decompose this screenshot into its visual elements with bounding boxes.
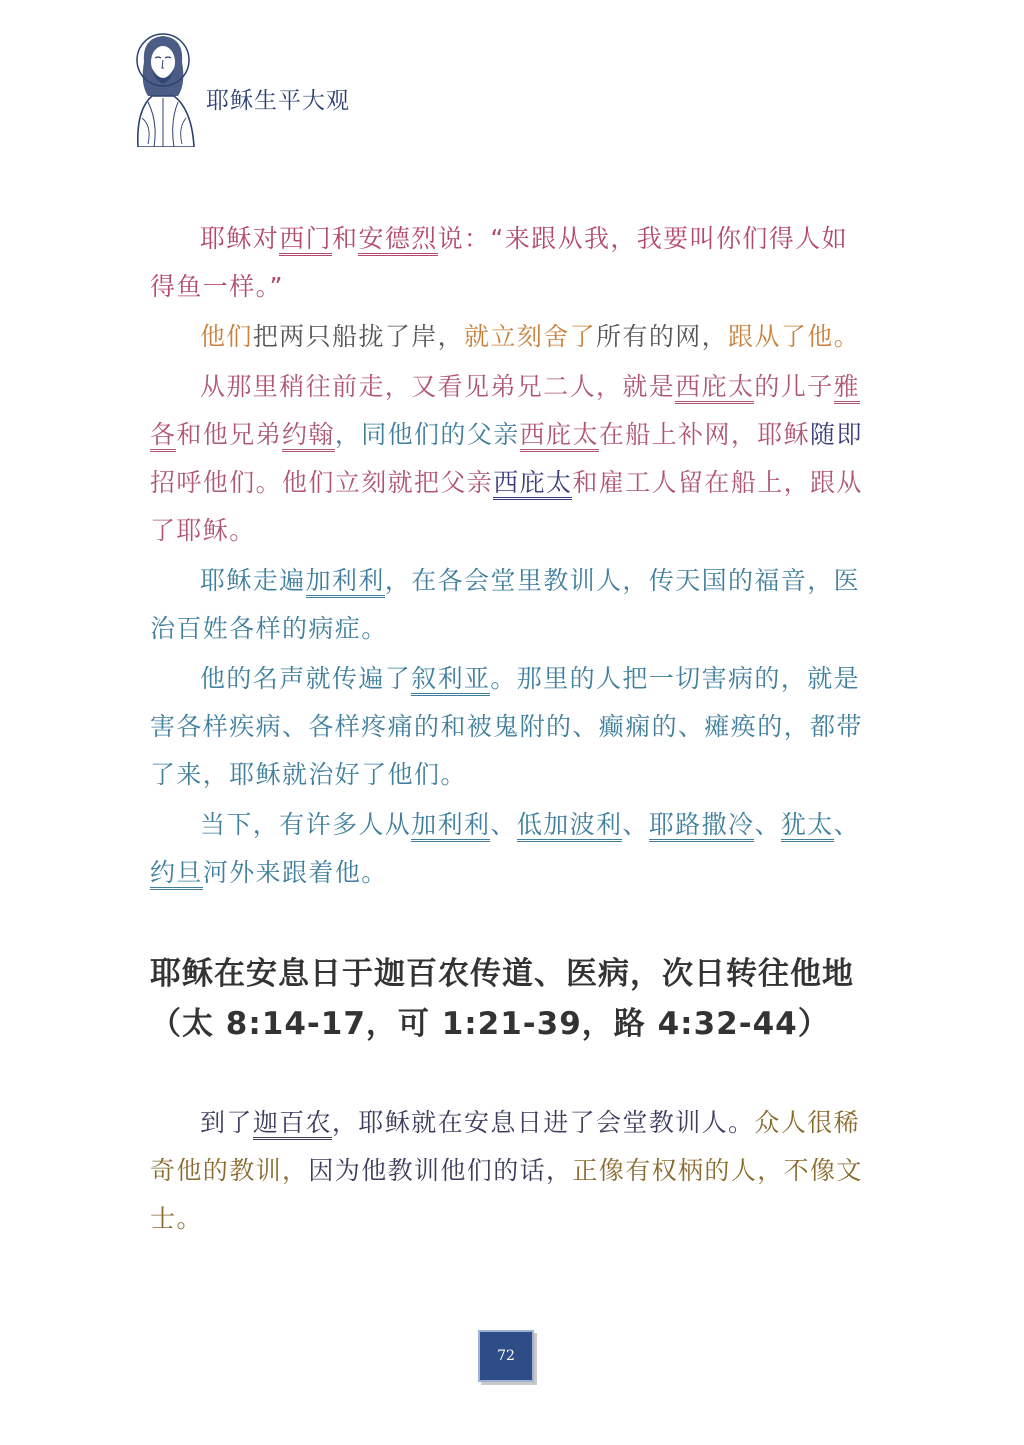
text-segment: 他们	[200, 322, 253, 351]
text-segment: 正像有权柄的人，不像文士。	[150, 1156, 863, 1233]
text-segment: 从那里稍往前走，又看见弟兄二人，就是	[200, 372, 676, 401]
place-name-text: 西庇太	[675, 372, 754, 404]
place-name-text: 西门	[279, 224, 332, 256]
text-segment: 在船上补网，耶稣	[598, 420, 811, 449]
header-title: 耶稣生平大观	[206, 88, 350, 114]
text-segment: 耶稣走遍	[200, 566, 306, 595]
text-segment: 所有的网，	[596, 322, 729, 351]
text-segment: 随即	[810, 420, 863, 449]
scripture-section-2	[150, 1099, 864, 1243]
text-segment: ，在各会堂里教训人，传天国的福音，医治百姓各样的病症。	[150, 566, 861, 643]
text-segment: 河外来跟着他。	[202, 858, 388, 887]
text-segment: 耶稣对	[200, 224, 280, 253]
scripture-paragraph	[150, 215, 864, 311]
text-segment: 和	[332, 224, 359, 253]
place-name-text: 迦百农	[253, 1108, 332, 1140]
page-header	[108, 22, 368, 147]
place-name-text: 雅各	[150, 372, 860, 452]
text-segment: 到了	[200, 1108, 253, 1137]
text-segment: ，同他们的父亲	[334, 420, 520, 449]
place-name-text: 耶路撒冷	[649, 810, 755, 842]
scripture-paragraph	[150, 1099, 864, 1243]
text-segment: 他的名声就传遍了	[200, 664, 412, 693]
place-name-text: 加利利	[411, 810, 490, 842]
scripture-paragraph	[150, 557, 864, 653]
place-name-text: 西庇太	[520, 420, 599, 452]
scripture-paragraph	[150, 801, 864, 897]
text-segment: 的儿子	[754, 372, 834, 401]
place-name-text: 加利利	[306, 566, 385, 598]
text-segment: 当下，有许多人从	[200, 810, 412, 839]
scripture-paragraph	[150, 313, 864, 361]
text-segment: 和雇工人留在船上，跟从了耶稣。	[150, 468, 863, 545]
section-heading: 耶稣在安息日于迦百农传道、医病，次日转往他地（太 8:14-17，可 1:21-39，路 4:32-44）	[150, 956, 854, 1042]
text-segment: 、	[754, 810, 781, 839]
scripture-paragraph	[150, 655, 864, 799]
text-segment: 众人很稀奇他的教训，	[150, 1108, 861, 1185]
text-segment: 把两只船拢了岸，	[252, 322, 465, 351]
place-name-text: 约翰	[282, 420, 335, 452]
place-name-text: 叙利亚	[411, 664, 490, 696]
place-name-text: 犹太	[781, 810, 834, 842]
place-name-text: 安德烈	[358, 224, 437, 256]
text-segment: 、	[490, 810, 517, 839]
scripture-paragraph	[150, 363, 864, 555]
place-name-text: 西庇太	[493, 468, 572, 500]
page-number: 72	[497, 1348, 515, 1364]
text-segment: 和他兄弟	[176, 420, 283, 449]
page-number-box	[478, 1330, 534, 1382]
text-segment: 、	[833, 810, 861, 839]
text-segment: 就立刻舍了	[464, 322, 597, 351]
text-segment: 招呼他们。他们立刻就把父亲	[150, 468, 494, 497]
text-segment: 。那里的人把一切害病的，就是害各样疾病、各样疼痛的和被鬼附的、癫痫的、瘫痪的，都带了来，耶稣就治好了他们。	[150, 664, 863, 789]
text-segment: 、	[622, 810, 649, 839]
text-segment: ，耶稣就在安息日进了会堂教训人。	[332, 1108, 755, 1137]
place-name-text: 低加波利	[517, 810, 623, 842]
scripture-section	[150, 215, 864, 897]
text-segment: 跟从了他。	[728, 322, 861, 351]
text-segment: 说：“来跟从我，我要叫你们得人如得鱼一样。”	[150, 224, 848, 301]
place-name-text: 约旦	[150, 858, 203, 890]
text-segment: 因为他教训他们的话，	[308, 1156, 573, 1185]
page-content	[150, 215, 864, 1245]
